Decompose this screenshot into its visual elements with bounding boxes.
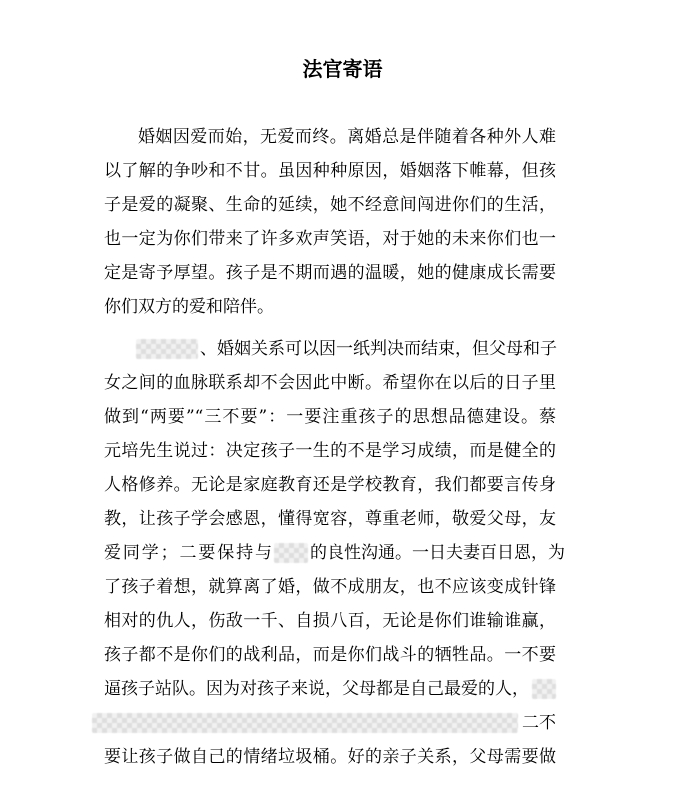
redaction-mask <box>136 339 198 359</box>
text-segment: 教，让孩子学会感恩，懂得宽容，尊重老师，敬爱父母，友 <box>104 509 556 529</box>
paragraph-2-line-12 <box>0 708 685 738</box>
text-segment: 人格修养。无论是家庭教育还是学校教育，我们都要言传身 <box>104 475 556 495</box>
text-segment: 婚姻因爱而始，无爱而终。离婚总是伴随着各种外人难 <box>138 127 556 147</box>
text-segment: 以了解的争吵和不甘。虽因种种原因，婚姻落下帷幕，但孩 <box>104 161 556 181</box>
paragraph-2-line-13 <box>0 742 685 772</box>
text-segment: 子是爱的凝聚、生命的延续，她不经意间闯进你们的生活， <box>104 195 556 215</box>
redaction-mask <box>274 543 308 563</box>
text-segment: 、婚姻关系可以因一纸判决而结束，但父母和子 <box>200 339 557 359</box>
paragraph-2-line-2 <box>0 368 685 398</box>
document-title: 法官寄语 <box>302 57 383 81</box>
redaction-mask <box>92 713 518 733</box>
paragraph-2-line-11 <box>0 674 685 704</box>
paragraph-2-line-4 <box>0 436 685 466</box>
text-segment: 了孩子着想，就算离了婚，做不成朋友，也不应该变成针锋 <box>104 577 556 597</box>
text-segment: 孩子都不是你们的战利品，而是你们战斗的牺牲品。一不要 <box>104 645 556 665</box>
paragraph-2-line-1 <box>0 334 685 364</box>
paragraph-2-line-7 <box>0 538 685 568</box>
paragraph-1-line-1 <box>0 122 685 152</box>
text-segment: 元培先生说过：决定孩子一生的不是学习成绩，而是健全的 <box>104 441 556 461</box>
paragraph-2-line-9 <box>0 606 685 636</box>
paragraph-2-line-6 <box>0 504 685 534</box>
paragraph-2-line-8 <box>0 572 685 602</box>
paragraph-1-line-5 <box>0 258 685 288</box>
text-segment: 也一定为你们带来了许多欢声笑语，对于她的未来你们也一 <box>104 229 556 249</box>
redaction-mask <box>532 679 556 699</box>
paragraph-2-line-3 <box>0 402 685 432</box>
text-segment: 女之间的血脉联系却不会因此中断。希望你在以后的日子里 <box>104 373 556 393</box>
text-segment: 的良性沟通。一日夫妻百日恩，为 <box>310 543 565 563</box>
text-segment: 二不 <box>522 713 556 733</box>
text-segment: 做到“两要”“三不要”：一要注重孩子的思想品德建设。蔡 <box>104 407 556 427</box>
paragraph-2-line-5 <box>0 470 685 500</box>
paragraph-1-line-6 <box>0 292 685 322</box>
paragraph-1-line-2 <box>0 156 685 186</box>
paragraph-2-line-10 <box>0 640 685 670</box>
text-segment: 爱同学；二要保持与 <box>104 543 272 563</box>
text-segment: 相对的仇人，伤敌一千、自损八百，无论是你们谁输谁赢， <box>104 611 556 631</box>
paragraph-1-line-4 <box>0 224 685 254</box>
text-segment: 要让孩子做自己的情绪垃圾桶。好的亲子关系，父母需要做 <box>104 747 556 767</box>
paragraph-1-line-3 <box>0 190 685 220</box>
text-segment: 你们双方的爱和陪伴。 <box>104 297 274 317</box>
text-segment: 定是寄予厚望。孩子是不期而遇的温暖，她的健康成长需要 <box>104 263 556 283</box>
text-segment: 逼孩子站队。因为对孩子来说，父母都是自己最爱的人， <box>104 679 529 699</box>
